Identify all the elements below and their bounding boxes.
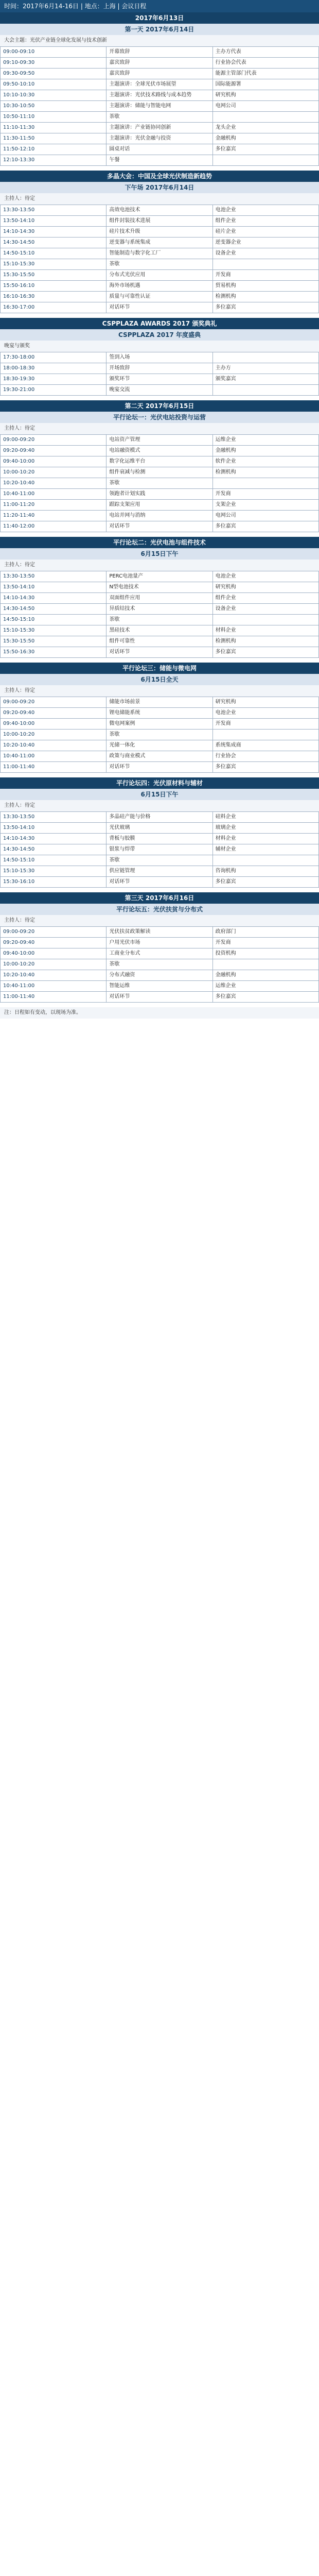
topic-cell: 供应链管理 bbox=[107, 866, 212, 877]
agenda-section bbox=[0, 537, 319, 658]
speaker-cell: 玻璃企业 bbox=[212, 823, 318, 834]
agenda-section bbox=[0, 777, 319, 888]
topic-cell: 智能制造与数字化工厂 bbox=[107, 248, 212, 259]
agenda-row bbox=[1, 647, 319, 658]
speaker-cell: 投资机构 bbox=[212, 948, 318, 959]
topic-cell: 锂电储能系统 bbox=[107, 708, 212, 719]
speaker-cell: 电池企业 bbox=[212, 205, 318, 216]
section-banner: 第二天 2017年6月15日 bbox=[0, 400, 319, 412]
speaker-cell: 贸易机构 bbox=[212, 281, 318, 292]
speaker-cell: 材料企业 bbox=[212, 625, 318, 636]
speaker-cell: 研究机构 bbox=[212, 582, 318, 593]
speaker-cell: 主办方 bbox=[212, 363, 318, 374]
topic-cell: 茶歇 bbox=[107, 730, 212, 740]
topic-cell: 组件封装技术进展 bbox=[107, 216, 212, 227]
agenda-table bbox=[0, 811, 319, 888]
time-cell: 09:40-10:00 bbox=[1, 948, 107, 959]
section-note: 主持人：待定 bbox=[0, 423, 319, 434]
speaker-cell: 研究机构 bbox=[212, 90, 318, 101]
agenda-row bbox=[1, 855, 319, 866]
time-cell: 11:00-11:40 bbox=[1, 992, 107, 1003]
agenda-row bbox=[1, 259, 319, 270]
topic-cell: 银浆与焊带 bbox=[107, 844, 212, 855]
topic-cell: 光储一体化 bbox=[107, 740, 212, 751]
section-banner: 平行论坛三：储能与微电网 bbox=[0, 663, 319, 674]
agenda-sheet bbox=[0, 0, 319, 1019]
speaker-cell: 多位嘉宾 bbox=[212, 302, 318, 313]
time-cell: 10:40-11:00 bbox=[1, 981, 107, 992]
agenda-table bbox=[0, 205, 319, 313]
agenda-row bbox=[1, 571, 319, 582]
time-cell: 14:10-14:30 bbox=[1, 227, 107, 238]
agenda-row bbox=[1, 615, 319, 625]
topic-cell: 开幕致辞 bbox=[107, 47, 212, 58]
agenda-table bbox=[0, 352, 319, 396]
agenda-row bbox=[1, 992, 319, 1003]
time-cell: 09:30-09:50 bbox=[1, 69, 107, 79]
section-subtitle: CSPPLAZA 2017 年度盛典 bbox=[0, 329, 319, 341]
time-cell: 18:30-19:30 bbox=[1, 374, 107, 385]
time-cell: 14:10-14:30 bbox=[1, 834, 107, 844]
time-cell: 10:00-10:20 bbox=[1, 730, 107, 740]
topic-cell: 茶歇 bbox=[107, 259, 212, 270]
time-cell: 09:00-09:20 bbox=[1, 435, 107, 446]
agenda-row bbox=[1, 730, 319, 740]
agenda-row bbox=[1, 133, 319, 144]
topic-cell: 组件衰减与检测 bbox=[107, 467, 212, 478]
topic-cell: 午餐 bbox=[107, 155, 212, 166]
time-cell: 13:50-14:10 bbox=[1, 582, 107, 593]
time-cell: 16:30-17:00 bbox=[1, 302, 107, 313]
section-subtitle: 6月15日下午 bbox=[0, 548, 319, 560]
agenda-row bbox=[1, 719, 319, 730]
agenda-row bbox=[1, 708, 319, 719]
agenda-table bbox=[0, 571, 319, 658]
speaker-cell: 运维企业 bbox=[212, 435, 318, 446]
agenda-row bbox=[1, 582, 319, 593]
speaker-cell: 逆变器企业 bbox=[212, 238, 318, 248]
topic-cell: 多晶硅产能与价格 bbox=[107, 812, 212, 823]
speaker-cell bbox=[212, 155, 318, 166]
topic-cell: 对话环节 bbox=[107, 762, 212, 773]
time-cell: 15:10-15:30 bbox=[1, 259, 107, 270]
agenda-row bbox=[1, 385, 319, 396]
section-note: 主持人：待定 bbox=[0, 685, 319, 697]
topic-cell: 开场致辞 bbox=[107, 363, 212, 374]
speaker-cell: 设备企业 bbox=[212, 604, 318, 615]
topic-cell: 茶歇 bbox=[107, 615, 212, 625]
speaker-cell: 多位嘉宾 bbox=[212, 877, 318, 888]
speaker-cell: 电网公司 bbox=[212, 511, 318, 521]
time-cell: 10:00-10:20 bbox=[1, 959, 107, 970]
time-cell: 10:40-11:00 bbox=[1, 751, 107, 762]
time-cell: 14:10-14:30 bbox=[1, 593, 107, 604]
section-subtitle: 6月15日下午 bbox=[0, 789, 319, 800]
topic-cell: N型电池技术 bbox=[107, 582, 212, 593]
time-cell: 09:00-09:10 bbox=[1, 47, 107, 58]
agenda-table bbox=[0, 697, 319, 773]
time-cell: 09:40-10:00 bbox=[1, 719, 107, 730]
agenda-row bbox=[1, 155, 319, 166]
agenda-row bbox=[1, 47, 319, 58]
speaker-cell: 多位嘉宾 bbox=[212, 762, 318, 773]
speaker-cell: 金融机构 bbox=[212, 970, 318, 981]
agenda-row bbox=[1, 751, 319, 762]
agenda-table bbox=[0, 434, 319, 532]
agenda-row bbox=[1, 205, 319, 216]
agenda-row bbox=[1, 866, 319, 877]
time-cell: 14:30-14:50 bbox=[1, 604, 107, 615]
speaker-cell: 开发商 bbox=[212, 489, 318, 500]
speaker-cell: 主办方代表 bbox=[212, 47, 318, 58]
time-cell: 10:50-11:10 bbox=[1, 112, 107, 123]
speaker-cell: 金融机构 bbox=[212, 446, 318, 456]
section-banner: 2017年6月13日 bbox=[0, 12, 319, 24]
topic-cell: 光伏玻璃 bbox=[107, 823, 212, 834]
time-cell: 14:30-14:50 bbox=[1, 844, 107, 855]
speaker-cell: 系统集成商 bbox=[212, 740, 318, 751]
agenda-section bbox=[0, 400, 319, 532]
agenda-row bbox=[1, 500, 319, 511]
section-note: 晚宴与颁奖 bbox=[0, 341, 319, 352]
topic-cell: 分布式融资 bbox=[107, 970, 212, 981]
time-cell: 11:50-12:10 bbox=[1, 144, 107, 155]
time-cell: 14:50-15:10 bbox=[1, 855, 107, 866]
speaker-cell: 政府部门 bbox=[212, 927, 318, 938]
time-cell: 11:10-11:30 bbox=[1, 123, 107, 133]
agenda-row bbox=[1, 90, 319, 101]
time-cell: 12:10-13:30 bbox=[1, 155, 107, 166]
speaker-cell bbox=[212, 352, 318, 363]
speaker-cell bbox=[212, 112, 318, 123]
topic-cell: 主题演讲：产业链协同创新 bbox=[107, 123, 212, 133]
time-cell: 10:20-10:40 bbox=[1, 478, 107, 489]
speaker-cell: 软件企业 bbox=[212, 456, 318, 467]
topic-cell: 分布式光伏应用 bbox=[107, 270, 212, 281]
agenda-row bbox=[1, 823, 319, 834]
topic-cell: 光伏扶贫政策解读 bbox=[107, 927, 212, 938]
speaker-cell: 材料企业 bbox=[212, 834, 318, 844]
speaker-cell: 检测机构 bbox=[212, 292, 318, 302]
time-cell: 14:50-15:10 bbox=[1, 615, 107, 625]
agenda-row bbox=[1, 227, 319, 238]
agenda-blocks bbox=[0, 12, 319, 1003]
topic-cell: 智能运维 bbox=[107, 981, 212, 992]
agenda-row bbox=[1, 101, 319, 112]
agenda-row bbox=[1, 927, 319, 938]
time-cell: 09:50-10:10 bbox=[1, 79, 107, 90]
speaker-cell bbox=[212, 478, 318, 489]
time-cell: 14:30-14:50 bbox=[1, 238, 107, 248]
agenda-row bbox=[1, 302, 319, 313]
topic-cell: 茶歇 bbox=[107, 855, 212, 866]
topic-cell: 对话环节 bbox=[107, 647, 212, 658]
time-cell: 15:10-15:30 bbox=[1, 625, 107, 636]
agenda-row bbox=[1, 270, 319, 281]
topic-cell: 数字化运维平台 bbox=[107, 456, 212, 467]
speaker-cell bbox=[212, 959, 318, 970]
speaker-cell: 开发商 bbox=[212, 719, 318, 730]
time-cell: 11:00-11:20 bbox=[1, 500, 107, 511]
agenda-row bbox=[1, 58, 319, 69]
agenda-section bbox=[0, 171, 319, 313]
topic-cell: 硅片技术升级 bbox=[107, 227, 212, 238]
topic-cell: 颁奖环节 bbox=[107, 374, 212, 385]
time-cell: 13:30-13:50 bbox=[1, 812, 107, 823]
agenda-section bbox=[0, 663, 319, 773]
agenda-row bbox=[1, 238, 319, 248]
speaker-cell: 辅材企业 bbox=[212, 844, 318, 855]
topic-cell: 主题演讲：全球光伏市场展望 bbox=[107, 79, 212, 90]
agenda-table bbox=[0, 46, 319, 166]
topic-cell: 对话环节 bbox=[107, 877, 212, 888]
time-cell: 11:30-11:50 bbox=[1, 133, 107, 144]
speaker-cell: 多位嘉宾 bbox=[212, 992, 318, 1003]
agenda-row bbox=[1, 489, 319, 500]
agenda-row bbox=[1, 970, 319, 981]
topic-cell: 背板与胶膜 bbox=[107, 834, 212, 844]
time-cell: 10:10-10:30 bbox=[1, 90, 107, 101]
time-cell: 09:40-10:00 bbox=[1, 456, 107, 467]
agenda-row bbox=[1, 697, 319, 708]
footer-note: 注：日程如有变动，以现场为准。 bbox=[0, 1007, 319, 1019]
time-cell: 14:50-15:10 bbox=[1, 248, 107, 259]
agenda-section bbox=[0, 892, 319, 1003]
agenda-row bbox=[1, 511, 319, 521]
agenda-row bbox=[1, 636, 319, 647]
time-cell: 13:30-13:50 bbox=[1, 571, 107, 582]
agenda-row bbox=[1, 521, 319, 532]
speaker-cell bbox=[212, 730, 318, 740]
agenda-row bbox=[1, 625, 319, 636]
speaker-cell: 能源主管部门代表 bbox=[212, 69, 318, 79]
time-cell: 10:20-10:40 bbox=[1, 740, 107, 751]
topic-cell: 逆变器与系统集成 bbox=[107, 238, 212, 248]
agenda-row bbox=[1, 292, 319, 302]
topic-cell: 高效电池技术 bbox=[107, 205, 212, 216]
topic-cell: 主题演讲：光伏金融与投资 bbox=[107, 133, 212, 144]
agenda-row bbox=[1, 363, 319, 374]
topic-cell: 对话环节 bbox=[107, 302, 212, 313]
agenda-row bbox=[1, 948, 319, 959]
topic-cell: 质量与可靠性认证 bbox=[107, 292, 212, 302]
topic-cell: 对话环节 bbox=[107, 992, 212, 1003]
agenda-row bbox=[1, 478, 319, 489]
time-cell: 16:10-16:30 bbox=[1, 292, 107, 302]
topic-cell: 户用光伏市场 bbox=[107, 938, 212, 948]
agenda-table bbox=[0, 926, 319, 1003]
agenda-row bbox=[1, 456, 319, 467]
section-banner: CSPPLAZA AWARDS 2017 颁奖典礼 bbox=[0, 318, 319, 329]
time-cell: 09:20-09:40 bbox=[1, 446, 107, 456]
agenda-row bbox=[1, 248, 319, 259]
agenda-row bbox=[1, 593, 319, 604]
topic-cell: 嘉宾致辞 bbox=[107, 58, 212, 69]
agenda-row bbox=[1, 123, 319, 133]
agenda-row bbox=[1, 812, 319, 823]
speaker-cell: 金融机构 bbox=[212, 133, 318, 144]
section-note: 主持人：待定 bbox=[0, 560, 319, 571]
speaker-cell: 电网公司 bbox=[212, 101, 318, 112]
section-subtitle: 下午场 2017年6月14日 bbox=[0, 182, 319, 193]
speaker-cell: 行业协会代表 bbox=[212, 58, 318, 69]
agenda-row bbox=[1, 959, 319, 970]
time-cell: 11:20-11:40 bbox=[1, 511, 107, 521]
topic-cell: 晚宴交流 bbox=[107, 385, 212, 396]
speaker-cell: 多位嘉宾 bbox=[212, 521, 318, 532]
topic-cell: 海外市场机遇 bbox=[107, 281, 212, 292]
topic-cell: 签到入场 bbox=[107, 352, 212, 363]
topic-cell: 电站融资模式 bbox=[107, 446, 212, 456]
time-cell: 09:00-09:20 bbox=[1, 697, 107, 708]
agenda-row bbox=[1, 69, 319, 79]
agenda-row bbox=[1, 877, 319, 888]
speaker-cell: 研究机构 bbox=[212, 697, 318, 708]
topic-cell: 对话环节 bbox=[107, 521, 212, 532]
agenda-row bbox=[1, 281, 319, 292]
section-note: 主持人：待定 bbox=[0, 915, 319, 926]
speaker-cell: 国际能源署 bbox=[212, 79, 318, 90]
time-cell: 15:50-16:30 bbox=[1, 647, 107, 658]
speaker-cell: 行业协会 bbox=[212, 751, 318, 762]
speaker-cell: 颁奖嘉宾 bbox=[212, 374, 318, 385]
speaker-cell: 检测机构 bbox=[212, 467, 318, 478]
topic-cell: 微电网案例 bbox=[107, 719, 212, 730]
time-cell: 15:10-15:30 bbox=[1, 866, 107, 877]
section-subtitle: 平行论坛五：光伏扶贫与分布式 bbox=[0, 904, 319, 915]
speaker-cell: 开发商 bbox=[212, 938, 318, 948]
agenda-row bbox=[1, 762, 319, 773]
agenda-row bbox=[1, 446, 319, 456]
agenda-row bbox=[1, 604, 319, 615]
time-cell: 13:50-14:10 bbox=[1, 216, 107, 227]
time-cell: 09:00-09:20 bbox=[1, 927, 107, 938]
agenda-row bbox=[1, 740, 319, 751]
time-cell: 11:40-12:00 bbox=[1, 521, 107, 532]
speaker-cell: 设备企业 bbox=[212, 248, 318, 259]
agenda-section bbox=[0, 12, 319, 166]
agenda-row bbox=[1, 144, 319, 155]
agenda-section bbox=[0, 318, 319, 396]
agenda-row bbox=[1, 834, 319, 844]
time-cell: 10:00-10:20 bbox=[1, 467, 107, 478]
speaker-cell: 组件企业 bbox=[212, 216, 318, 227]
time-cell: 15:30-15:50 bbox=[1, 270, 107, 281]
speaker-cell bbox=[212, 259, 318, 270]
speaker-cell bbox=[212, 615, 318, 625]
section-banner: 第三天 2017年6月16日 bbox=[0, 892, 319, 904]
speaker-cell: 组件企业 bbox=[212, 593, 318, 604]
speaker-cell bbox=[212, 385, 318, 396]
time-cell: 09:20-09:40 bbox=[1, 708, 107, 719]
agenda-row bbox=[1, 938, 319, 948]
time-cell: 15:30-16:10 bbox=[1, 877, 107, 888]
section-note: 大会主题：光伏产业链全球化发展与技术创新 bbox=[0, 35, 319, 46]
topic-cell: 主题演讲：储能与智能电网 bbox=[107, 101, 212, 112]
time-cell: 09:10-09:30 bbox=[1, 58, 107, 69]
time-cell: 15:50-16:10 bbox=[1, 281, 107, 292]
agenda-row bbox=[1, 844, 319, 855]
time-cell: 19:30-21:00 bbox=[1, 385, 107, 396]
time-cell: 18:00-18:30 bbox=[1, 363, 107, 374]
topic-cell: 储能市场前景 bbox=[107, 697, 212, 708]
section-banner: 平行论坛二：光伏电池与组件技术 bbox=[0, 537, 319, 548]
section-subtitle: 6月15日全天 bbox=[0, 674, 319, 685]
time-cell: 10:20-10:40 bbox=[1, 970, 107, 981]
topic-cell: 领跑者计划实践 bbox=[107, 489, 212, 500]
topic-cell: 政策与商业模式 bbox=[107, 751, 212, 762]
topic-cell: 茶歇 bbox=[107, 478, 212, 489]
topic-cell: 茶歇 bbox=[107, 959, 212, 970]
speaker-cell: 开发商 bbox=[212, 270, 318, 281]
speaker-cell: 运维企业 bbox=[212, 981, 318, 992]
top-info-bar: 时间：2017年6月14-16日 | 地点：上海 | 会议日程 bbox=[0, 0, 319, 12]
topic-cell: 主题演讲：光伏技术路线与成本趋势 bbox=[107, 90, 212, 101]
speaker-cell: 支架企业 bbox=[212, 500, 318, 511]
section-subtitle: 平行论坛一：光伏电站投资与运营 bbox=[0, 412, 319, 423]
topic-cell: 电站资产管理 bbox=[107, 435, 212, 446]
section-note: 主持人：待定 bbox=[0, 800, 319, 811]
time-cell: 17:30-18:00 bbox=[1, 352, 107, 363]
speaker-cell: 咨询机构 bbox=[212, 866, 318, 877]
time-cell: 10:30-10:50 bbox=[1, 101, 107, 112]
agenda-row bbox=[1, 435, 319, 446]
topic-cell: 跟踪支架应用 bbox=[107, 500, 212, 511]
agenda-row bbox=[1, 467, 319, 478]
time-cell: 13:50-14:10 bbox=[1, 823, 107, 834]
time-cell: 15:30-15:50 bbox=[1, 636, 107, 647]
speaker-cell: 龙头企业 bbox=[212, 123, 318, 133]
time-cell: 10:40-11:00 bbox=[1, 489, 107, 500]
section-banner: 平行论坛四：光伏原材料与辅材 bbox=[0, 777, 319, 789]
agenda-row bbox=[1, 112, 319, 123]
speaker-cell bbox=[212, 855, 318, 866]
time-cell: 11:00-11:40 bbox=[1, 762, 107, 773]
speaker-cell: 硅片企业 bbox=[212, 227, 318, 238]
topic-cell: 圆桌对话 bbox=[107, 144, 212, 155]
speaker-cell: 电池企业 bbox=[212, 571, 318, 582]
topic-cell: 工商业分布式 bbox=[107, 948, 212, 959]
topic-cell: 黑硅技术 bbox=[107, 625, 212, 636]
topic-cell: PERC电池量产 bbox=[107, 571, 212, 582]
agenda-row bbox=[1, 216, 319, 227]
topic-cell: 双面组件应用 bbox=[107, 593, 212, 604]
topic-cell: 嘉宾致辞 bbox=[107, 69, 212, 79]
agenda-row bbox=[1, 374, 319, 385]
section-subtitle: 第一天 2017年6月14日 bbox=[0, 24, 319, 35]
time-cell: 13:30-13:50 bbox=[1, 205, 107, 216]
section-note: 主持人：待定 bbox=[0, 193, 319, 205]
topic-cell: 电站并网与消纳 bbox=[107, 511, 212, 521]
agenda-row bbox=[1, 79, 319, 90]
section-banner: 多晶大会：中国及全球光伏制造新趋势 bbox=[0, 171, 319, 182]
speaker-cell: 多位嘉宾 bbox=[212, 144, 318, 155]
topic-cell: 异质结技术 bbox=[107, 604, 212, 615]
speaker-cell: 电池企业 bbox=[212, 708, 318, 719]
time-cell: 09:20-09:40 bbox=[1, 938, 107, 948]
speaker-cell: 检测机构 bbox=[212, 636, 318, 647]
topic-cell: 组件可靠性 bbox=[107, 636, 212, 647]
agenda-row bbox=[1, 981, 319, 992]
speaker-cell: 硅料企业 bbox=[212, 812, 318, 823]
agenda-row bbox=[1, 352, 319, 363]
topic-cell: 茶歇 bbox=[107, 112, 212, 123]
speaker-cell: 多位嘉宾 bbox=[212, 647, 318, 658]
